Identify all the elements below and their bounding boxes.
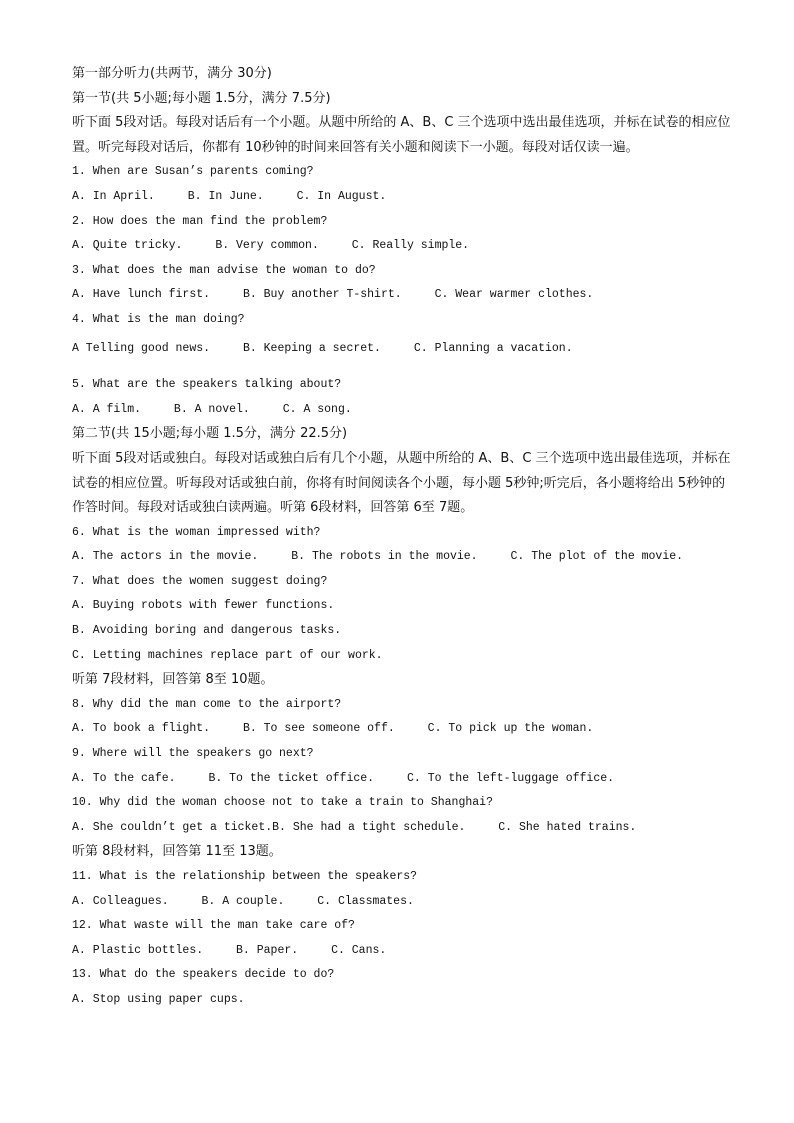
q2-option-c: C. Really simple. — [351, 239, 470, 253]
material-7-heading: 听第 7段材料，回答第 8至 10题。 — [72, 672, 274, 688]
q10-option-b: B. She had a tight schedule. — [272, 820, 466, 834]
question-9: 9. Where will the speakers go next? — [72, 747, 314, 761]
q3-option-b: B. Buy another T-shirt. — [242, 288, 402, 302]
q1-option-c: C. In August. — [296, 189, 387, 203]
part-title: 第一部分听力(共两节，满分 30分) — [72, 66, 272, 81]
q1-option-a: A. In April. — [72, 189, 155, 203]
question-5: 5. What are the speakers talking about? — [72, 378, 342, 392]
question-2: 2. How does the man find the problem? — [72, 214, 328, 228]
question-6: 6. What is the woman impressed with? — [72, 525, 321, 539]
question-9-options — [72, 767, 732, 792]
q2-option-a: A. Quite tricky. — [72, 239, 183, 253]
q12-option-c: C. Cans. — [331, 943, 387, 957]
q4-option-b: B. Keeping a secret. — [242, 341, 381, 355]
spacer — [72, 361, 732, 373]
question-11: 11. What is the relationship between the speakers? — [72, 870, 418, 883]
q6-option-c: C. The plot of the movie. — [510, 550, 684, 564]
q6-option-a: A. The actors in the movie. — [72, 550, 259, 564]
q8-option-b: B. To see someone off. — [242, 722, 395, 736]
q3-option-c: C. Wear warmer clothes. — [434, 288, 594, 302]
q1-option-b: B. In June. — [187, 189, 264, 203]
question-10: 10. Why did the woman choose not to take a train to Shanghai? — [72, 796, 493, 810]
q10-option-c: C. She hated trains. — [498, 820, 637, 834]
question-1: 1. When are Susan’s parents coming? — [72, 165, 314, 179]
question-5-options — [72, 398, 732, 423]
question-12-options — [72, 939, 732, 964]
question-13: 13. What do the speakers decide to do? — [72, 968, 335, 982]
q13-option-a: A. Stop using paper cups. — [72, 992, 245, 1006]
question-3: 3. What does the man advise the woman to do? — [72, 263, 376, 277]
q7-option-c: C. Letting machines replace part of our work. — [72, 648, 383, 662]
q8-option-a: A. To book a flight. — [72, 722, 211, 736]
question-11-options — [72, 890, 732, 915]
section2-instructions: 听下面 5段对话或独白。每段对话或独白后有几个小题，从题中所给的 A、B、C 三个选项中选出最佳选项，并标在试卷的相应位置。听每段对话或独白前，你将有时间阅读各个小题，每小题 5秒钟;听完后，各小题将给出 5秒钟的作答时间。每段对话或独白读两遍。听第 6段材料，回答第 6至 7题。 — [72, 450, 731, 516]
section1-title: 第一节(共 5小题;每小题 1.5分，满分 7.5分) — [72, 90, 331, 106]
q2-option-b: B. Very common. — [215, 239, 319, 253]
question-4-options — [72, 337, 732, 362]
q9-option-c: C. To the left-luggage office. — [406, 771, 615, 785]
section2-title: 第二节(共 15小题;每小题 1.5分，满分 22.5分) — [72, 426, 348, 442]
question-1-options — [72, 185, 732, 210]
q6-option-b: B. The robots in the movie. — [291, 550, 478, 564]
question-7: 7. What does the women suggest doing? — [72, 574, 328, 588]
q4-option-c: C. Planning a vacation. — [413, 341, 573, 355]
question-12: 12. What waste will the man take care of? — [72, 919, 355, 933]
q7-option-a: A. Buying robots with fewer functions. — [72, 599, 335, 613]
q11-option-a: A. Colleagues. — [72, 894, 169, 908]
q9-option-a: A. To the cafe. — [72, 771, 176, 785]
q12-option-b: B. Paper. — [236, 943, 299, 957]
material-8-heading: 听第 8段材料，回答第 11至 13题。 — [72, 844, 282, 860]
question-10-options — [72, 816, 732, 841]
q7-option-b: B. Avoiding boring and dangerous tasks. — [72, 624, 342, 638]
question-8: 8. Why did the man come to the airport? — [72, 697, 342, 711]
q5-option-a: A. A film. — [72, 402, 142, 416]
question-3-options — [72, 283, 732, 308]
question-8-options — [72, 717, 732, 742]
q10-option-a: A. She couldn’t get a ticket. — [72, 820, 273, 834]
question-6-options — [72, 545, 732, 570]
exam-page — [72, 62, 732, 1013]
question-2-options — [72, 234, 732, 259]
q5-option-c: C. A song. — [282, 402, 352, 416]
q12-option-a: A. Plastic bottles. — [72, 943, 204, 957]
q9-option-b: B. To the ticket office. — [208, 771, 375, 785]
q4-option-a: A Telling good news. — [72, 341, 211, 355]
q5-option-b: B. A novel. — [173, 402, 250, 416]
section1-instructions: 听下面 5段对话。每段对话后有一个小题。从题中所给的 A、B、C 三个选项中选出最佳选项，并标在试卷的相应位置。听完每段对话后，你都有 10秒钟的时间来回答有关小题和阅读下一小题。每段对话仅读一遍。 — [72, 115, 731, 155]
q3-option-a: A. Have lunch first. — [72, 288, 211, 302]
q11-option-b: B. A couple. — [201, 894, 285, 908]
q11-option-c: C. Classmates. — [317, 894, 414, 908]
q8-option-c: C. To pick up the woman. — [427, 722, 594, 736]
question-4: 4. What is the man doing? — [72, 312, 245, 326]
